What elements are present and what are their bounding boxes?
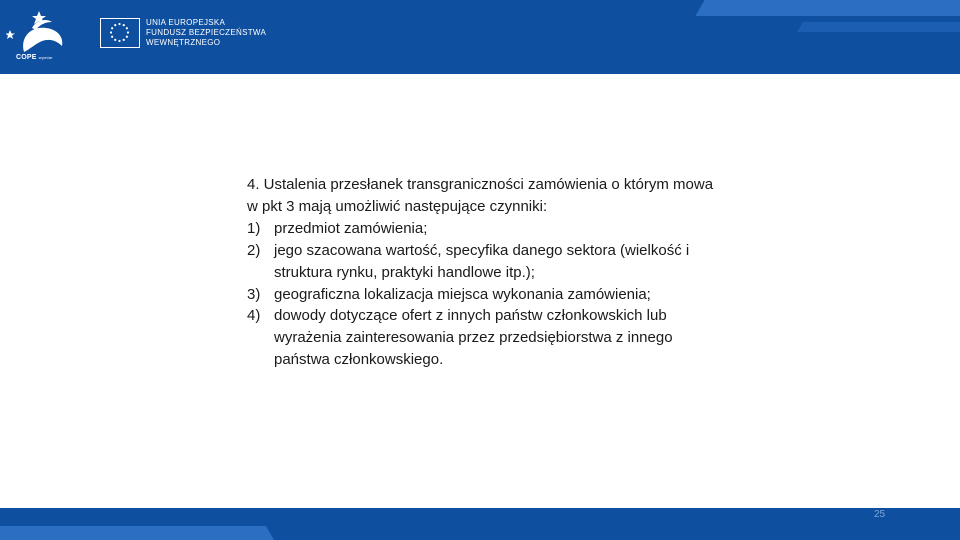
- list-item: [247, 240, 722, 284]
- list-item-text: dowody dotyczące ofert z innych państw członkowskich lub wyrażenia zainteresowania przez przedsiębiorstwa z innego państwa członkowskiego.: [274, 307, 673, 369]
- list-item-text: przedmiot zamówienia;: [274, 219, 428, 237]
- footer-decor-stripe: [0, 526, 274, 540]
- list-item-number: 4): [247, 307, 261, 325]
- slide-content: [247, 174, 722, 371]
- cope-name: COPE: [16, 54, 37, 61]
- header-bar: [0, 0, 960, 74]
- list-item: [247, 284, 722, 306]
- list-item-text: jego szacowana wartość, specyfika danego sektora (wielkość i struktura rynku, praktyki handlowe itp.);: [274, 241, 690, 281]
- header-decor-stripe: [797, 22, 960, 32]
- eu-fund-text: [146, 18, 276, 48]
- list-item-number: 3): [247, 285, 261, 303]
- eu-text-line: WEWNĘTRZNEGO: [146, 38, 221, 47]
- cope-logo-text: [16, 54, 53, 61]
- intro-paragraph: 4. Ustalenia przesłanek transgraniczności zamówienia o którym mowa w pkt 3 mają umożliwić następujące czynniki:: [247, 176, 714, 215]
- eu-text-line: FUNDUSZ BEZPIECZEŃSTWA: [146, 28, 267, 37]
- list-item-number: 2): [247, 241, 261, 259]
- header-decor-stripe: [695, 0, 960, 16]
- page-number: 25: [874, 509, 886, 520]
- cope-tagline: wymiar: [38, 55, 53, 60]
- list-item-text: geograficzna lokalizacja miejsca wykonania zamówienia;: [274, 285, 651, 303]
- list-item: [247, 305, 722, 371]
- footer-bar: [0, 508, 960, 540]
- list-item-number: 1): [247, 219, 261, 237]
- eu-text-line: UNIA EUROPEJSKA: [146, 18, 226, 27]
- eu-flag-icon: [100, 18, 140, 48]
- factor-list: [247, 218, 722, 371]
- list-item: [247, 218, 722, 240]
